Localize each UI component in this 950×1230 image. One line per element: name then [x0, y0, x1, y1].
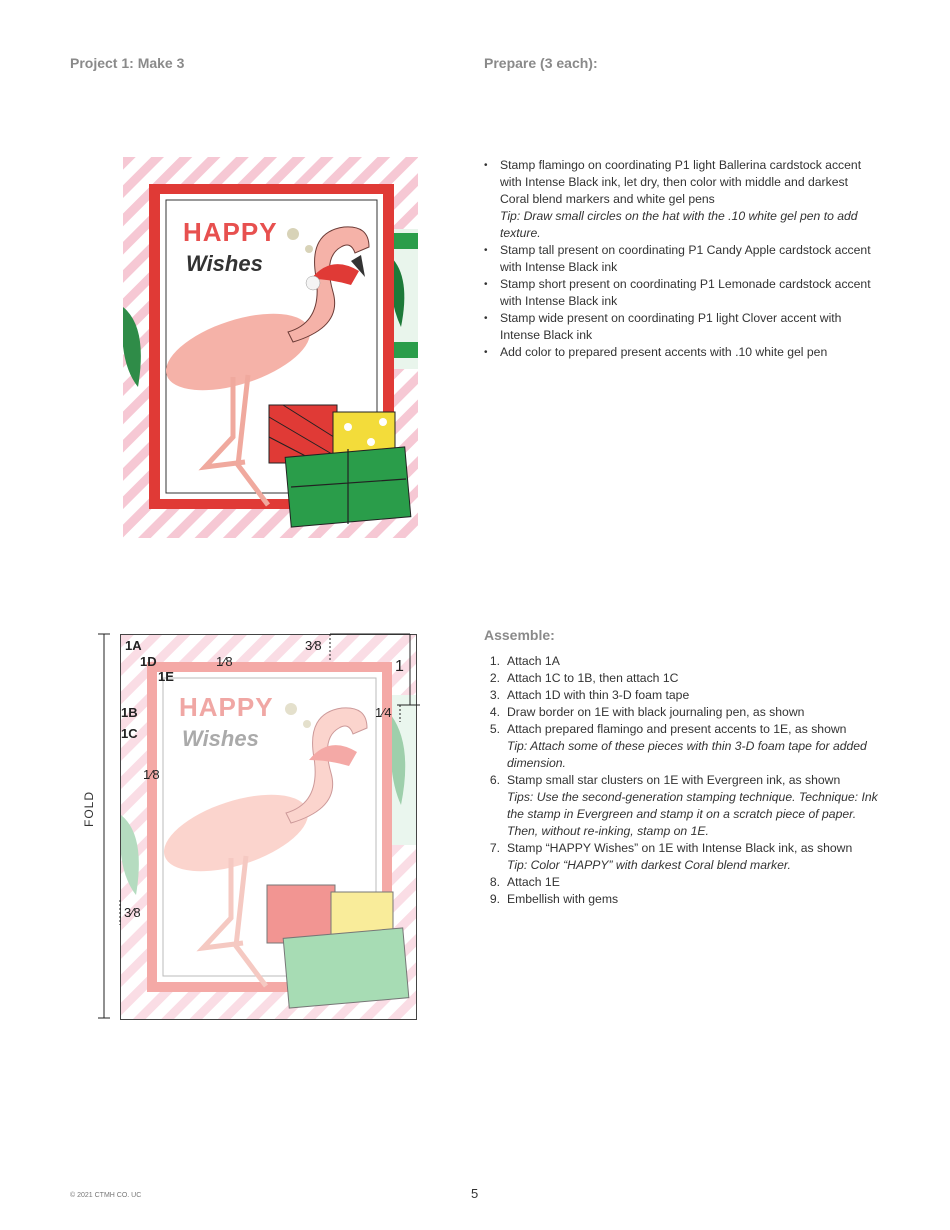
- step-number: 5.: [489, 722, 500, 736]
- card-happy-text: HAPPY: [183, 217, 278, 247]
- diagram-happy-text: HAPPY: [179, 692, 274, 722]
- step-number: 1.: [489, 654, 500, 668]
- dim-eighth-top: 1⁄8: [216, 654, 233, 669]
- step-number: 4.: [489, 705, 500, 719]
- step-number: 7.: [489, 841, 500, 855]
- step-tip: Tip: Color “HAPPY” with darkest Coral blend marker.: [507, 858, 791, 872]
- page-number: 5: [471, 1186, 479, 1201]
- step-text: Stamp “HAPPY Wishes” on 1E with Intense Black ink, as shown: [507, 841, 853, 855]
- project-title: Project 1: Make 3: [70, 55, 185, 71]
- step-number: 2.: [489, 671, 500, 685]
- assemble-step: [484, 670, 884, 687]
- dim-one: 1: [395, 658, 404, 675]
- prepare-item-tip: Tip: Draw small circles on the hat with the .10 white gel pen to add texture.: [500, 209, 858, 240]
- assemble-step: [484, 840, 884, 874]
- assemble-step: [484, 687, 884, 704]
- step-text: Attach 1A: [507, 654, 560, 668]
- prepare-item-text: Stamp tall present on coordinating P1 Candy Apple cardstock accent with Intense Black ink: [500, 243, 871, 274]
- step-tip: Tip: Attach some of these pieces with thin 3-D foam tape for added dimension.: [507, 739, 867, 770]
- assemble-steps: [484, 653, 884, 908]
- assemble-step: [484, 721, 884, 772]
- prepare-item: [484, 310, 880, 344]
- step-number: 9.: [489, 892, 500, 906]
- step-text: Attach prepared flamingo and present accents to 1E, as shown: [507, 722, 847, 736]
- fold-label: FOLD: [82, 790, 96, 827]
- card-wishes-text: Wishes: [186, 251, 263, 276]
- prepare-item: [484, 276, 880, 310]
- card-photo: [123, 157, 418, 538]
- assemble-step: [484, 891, 884, 908]
- label-1a: 1A: [125, 638, 142, 653]
- step-number: 8.: [489, 875, 500, 889]
- step-text: Draw border on 1E with black journaling pen, as shown: [507, 705, 805, 719]
- label-1b: 1B: [121, 705, 138, 720]
- step-text: Attach 1E: [507, 875, 560, 889]
- prepare-item-text: Stamp flamingo on coordinating P1 light Ballerina cardstock accent with Intense Black ink, let dry, then color with middle and darkest Coral blend markers and white gel pens: [500, 158, 862, 206]
- label-1c: 1C: [121, 726, 138, 741]
- prepare-item-text: Add color to prepared present accents with .10 white gel pen: [500, 345, 828, 359]
- step-text: Attach 1C to 1B, then attach 1C: [507, 671, 679, 685]
- prepare-heading: Prepare (3 each):: [484, 55, 598, 71]
- prepare-item: [484, 344, 880, 361]
- step-number: 6.: [489, 773, 500, 787]
- copyright: © 2021 CTMH CO. UC: [70, 1192, 142, 1199]
- step-tip: Tips: Use the second-generation stamping technique. Technique: Ink the stamp in Evergreen and stamp it on a scratch piece of paper. Then, without re-inking, stamp on 1E.: [507, 790, 878, 838]
- prepare-item: [484, 157, 880, 242]
- step-text: Embellish with gems: [507, 892, 619, 906]
- assemble-step: [484, 653, 884, 670]
- prepare-list: [484, 157, 880, 361]
- dim-top-three-eighths: 3⁄8: [305, 638, 322, 653]
- assemble-step: [484, 704, 884, 721]
- dim-quarter: 1⁄4: [375, 705, 392, 720]
- diagram-wishes-text: Wishes: [182, 726, 259, 751]
- step-text: Attach 1D with thin 3-D foam tape: [507, 688, 690, 702]
- assemble-step: [484, 772, 884, 840]
- prepare-item-text: Stamp wide present on coordinating P1 light Clover accent with Intense Black ink: [500, 311, 842, 342]
- prepare-item-text: Stamp short present on coordinating P1 Lemonade cardstock accent with Intense Black ink: [500, 277, 871, 308]
- step-number: 3.: [489, 688, 500, 702]
- prepare-item: [484, 242, 880, 276]
- assemble-step: [484, 874, 884, 891]
- dimension-lines: [90, 630, 430, 1025]
- dim-bottom-three-eighths: 3⁄8: [124, 905, 141, 920]
- dim-eighth-left: 1⁄8: [143, 767, 160, 782]
- label-1e: 1E: [158, 669, 174, 684]
- step-text: Stamp small star clusters on 1E with Evergreen ink, as shown: [507, 773, 841, 787]
- label-1d: 1D: [140, 654, 157, 669]
- assemble-heading: Assemble:: [484, 627, 555, 643]
